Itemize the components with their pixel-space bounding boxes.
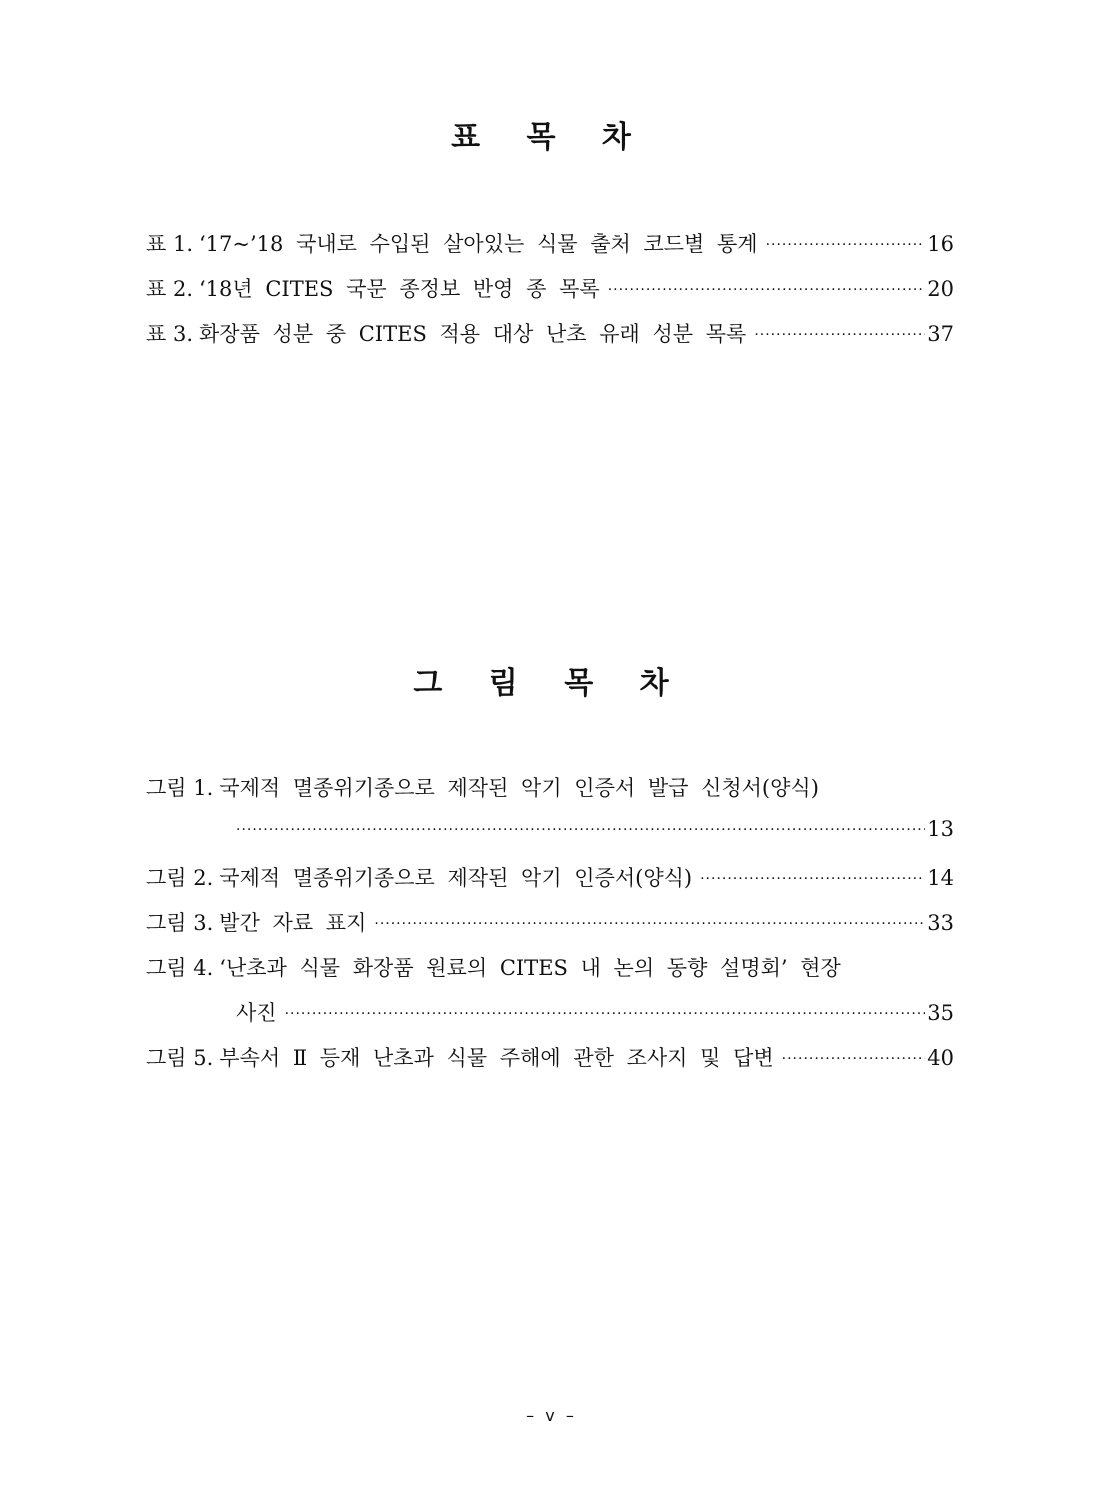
- entry-prefix: 표 3.: [146, 322, 193, 346]
- entry-prefix: 표 1.: [146, 232, 193, 256]
- entry-page: 14: [927, 866, 954, 890]
- entry-prefix: 그림 3.: [146, 911, 214, 935]
- entry-page: 35: [927, 1001, 954, 1025]
- figures-toc-title: 그 림 목 차: [413, 666, 687, 701]
- toc-entry-figure-4-continuation[interactable]: [146, 997, 954, 1042]
- page-number: – v –: [526, 1406, 574, 1425]
- toc-entry-figure-1-continuation[interactable]: [146, 817, 954, 862]
- toc-entry-figure-2[interactable]: [146, 862, 954, 907]
- entry-page: 20: [927, 277, 954, 301]
- toc-entry-figure-4[interactable]: [146, 952, 954, 997]
- toc-entry-table-3[interactable]: [146, 318, 954, 363]
- toc-entry-figure-5[interactable]: [146, 1042, 954, 1087]
- leader-dots: [766, 237, 926, 253]
- leader-dots: [700, 871, 925, 887]
- entry-prefix: 그림 2.: [146, 866, 214, 890]
- leader-dots: [782, 1051, 926, 1067]
- entry-title: 국제적 멸종위기종으로 제작된 악기 인증서 발급 신청서(양식): [219, 776, 819, 800]
- entry-prefix: 표 2.: [146, 277, 193, 301]
- entry-prefix: 그림 5.: [146, 1046, 214, 1070]
- entry-title: 국제적 멸종위기종으로 제작된 악기 인증서(양식): [219, 866, 693, 890]
- entry-title-continuation: 사진: [236, 1001, 277, 1025]
- entry-page: 37: [927, 322, 954, 346]
- leader-dots: [374, 916, 925, 932]
- leader-dots: [285, 1006, 926, 1022]
- toc-entry-figure-1[interactable]: [146, 772, 954, 817]
- entry-title: 화장품 성분 중 CITES 적용 대상 난초 유래 성분 목록: [199, 322, 747, 346]
- toc-entry-figure-3[interactable]: [146, 907, 954, 952]
- entry-page: 16: [927, 232, 954, 256]
- entry-prefix: 그림 1.: [146, 776, 214, 800]
- leader-dots: [608, 282, 926, 298]
- entry-title: ‘18년 CITES 국문 종정보 반영 종 목록: [199, 277, 600, 301]
- entry-title: 부속서 Ⅱ 등재 난초과 식물 주해에 관한 조사지 및 답변: [219, 1046, 774, 1070]
- entry-title: ‘17~’18 국내로 수입된 살아있는 식물 출처 코드별 통계: [199, 232, 758, 256]
- figures-toc-list: [146, 772, 954, 1087]
- entry-page: 13: [927, 817, 954, 841]
- entry-page: 33: [927, 911, 954, 935]
- leader-dots: [236, 822, 925, 838]
- toc-entry-table-1[interactable]: [146, 228, 954, 273]
- entry-title: 발간 자료 표지: [219, 911, 367, 935]
- entry-prefix: 그림 4.: [146, 956, 214, 980]
- entry-title: ‘난초과 식물 화장품 원료의 CITES 내 논의 동향 설명회’ 현장: [219, 956, 841, 980]
- leader-dots: [754, 327, 925, 343]
- tables-toc-list: [146, 228, 954, 363]
- entry-page: 40: [927, 1046, 954, 1070]
- tables-toc-title: 표 목 차: [451, 120, 649, 155]
- toc-entry-table-2[interactable]: [146, 273, 954, 318]
